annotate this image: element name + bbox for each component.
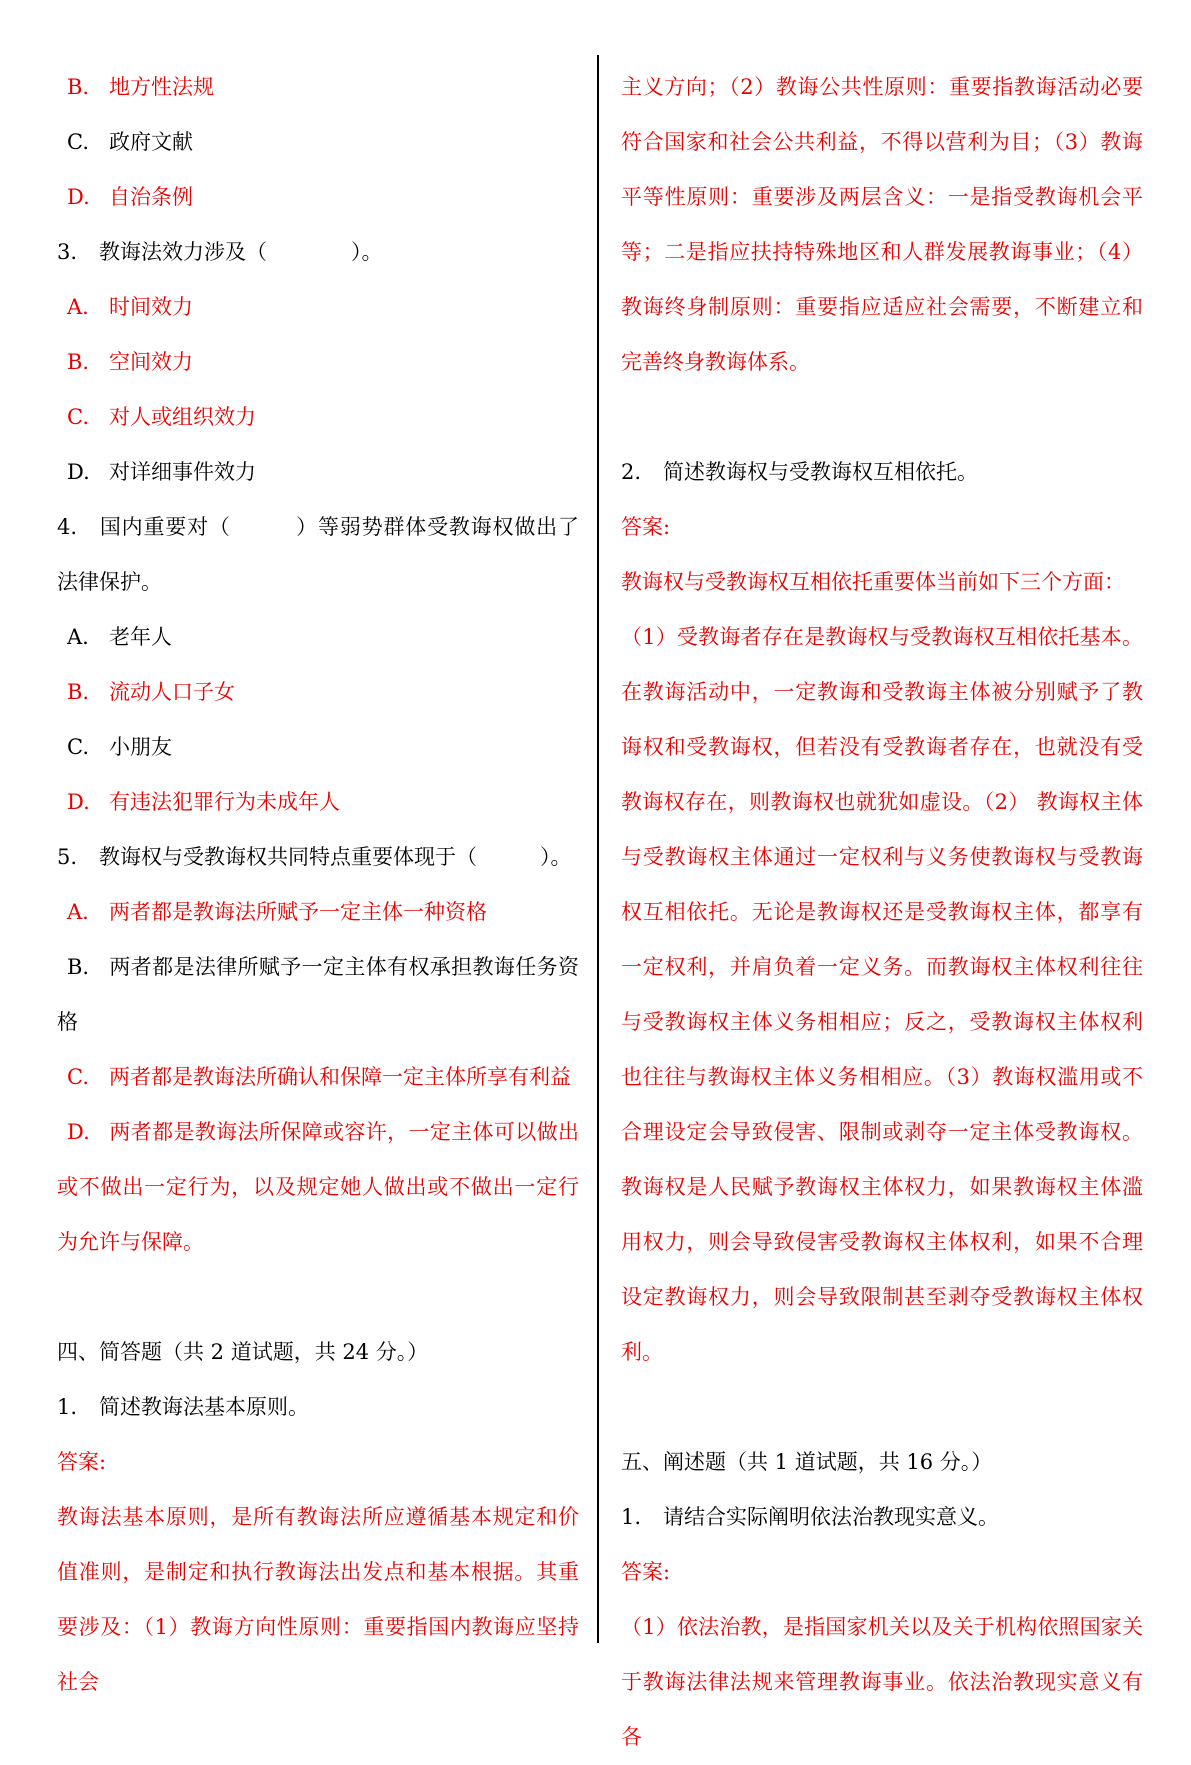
q3-option-a: A. 时间效力 — [67, 295, 193, 319]
s4-q1-answer-continued: 主义方向；（2）教诲公共性原则：重要指教诲活动必要符合国家和社会公共利益，不得以营利为目；（3）教诲平等性原则：重要涉及两层含义：一是指受教诲机会平等；二是指应扶持特殊地区和人群发展教诲事业；（4）教诲终身制原则：重要指应适应社会需要，不断建立和完善终身教诲体系。 — [621, 75, 1143, 374]
s5-q1-stem: 1. 请结合实际阐明依法治教现实意义。 — [621, 1505, 999, 1529]
q3-option-d: D. 对详细事件效力 — [67, 460, 256, 484]
s5-q1-answer-text: （1）依法治教，是指国家机关以及关于机构依照国家关于教诲法律法规来管理教诲事业。依法治教现实意义有各 — [621, 1615, 1143, 1749]
q4-stem: 4. 国内重要对（ ）等弱势群体受教诲权做出了法律保护。 — [57, 515, 579, 594]
s4-q2-answer-intro: 教诲权与受教诲权互相依托重要体当前如下三个方面： — [621, 570, 1125, 594]
q5-option-d: D. 两者都是教诲法所保障或容许，一定主体可以做出或不做出一定行为，以及规定她人做出或不做出一定行为允许与保障。 — [57, 1120, 579, 1254]
spacer — [621, 1380, 1143, 1435]
column-divider — [597, 55, 599, 1643]
s4-q1-stem: 1. 简述教诲法基本原则。 — [57, 1395, 309, 1419]
q2-option-b: B. 地方性法规 — [67, 75, 214, 99]
q3-option-b: B. 空间效力 — [67, 350, 193, 374]
q3-option-c: C. 对人或组织效力 — [67, 405, 256, 429]
q5-option-b: B. 两者都是法律所赋予一定主体有权承担教诲任务资格 — [57, 955, 579, 1034]
q3-stem: 3. 教诲法效力涉及（ ）。 — [57, 240, 383, 264]
section-4-heading: 四、简答题（共 2 道试题，共 24 分。） — [57, 1340, 429, 1364]
s5-q1-answer-label: 答案: — [621, 1560, 671, 1584]
s4-q2-answer-label: 答案: — [621, 515, 671, 539]
q4-option-d: D. 有违法犯罪行为未成年人 — [67, 790, 340, 814]
section-5-heading: 五、阐述题（共 1 道试题，共 16 分。） — [621, 1450, 993, 1474]
q2-option-d: D. 自治条例 — [67, 185, 193, 209]
q4-option-c: C. 小朋友 — [67, 735, 172, 759]
q2-option-c: C. 政府文献 — [67, 130, 193, 154]
spacer — [621, 390, 1143, 445]
q4-option-a: A. 老年人 — [67, 625, 172, 649]
spacer — [57, 1270, 579, 1325]
q5-option-a: A. 两者都是教诲法所赋予一定主体一种资格 — [67, 900, 487, 924]
q5-option-c: C. 两者都是教诲法所确认和保障一定主体所享有利益 — [67, 1065, 571, 1089]
left-column — [57, 60, 579, 1710]
q4-option-b: B. 流动人口子女 — [67, 680, 235, 704]
s4-q1-answer-text: 教诲法基本原则，是所有教诲法所应遵循基本规定和价值准则，是制定和执行教诲法出发点和基本根据。其重要涉及：（1）教诲方向性原则：重要指国内教诲应坚持社会 — [57, 1505, 579, 1694]
s4-q2-answer-text: （1）受教诲者存在是教诲权与受教诲权互相依托基本。在教诲活动中，一定教诲和受教诲主体被分别赋予了教诲权和受教诲权，但若没有受教诲者存在，也就没有受教诲权存在，则教诲权也就犹如虚设。（2） 教诲权主体与受教诲权主体通过一定权利与义务使教诲权与受教诲权互相依托。无论是教诲权还是受教诲权主体，都享有一定权利，并肩负着一定义务。而教诲权主体权利往往与受教诲权主体义务相相应；反之，受教诲权主体权利也往往与教诲权主体义务相相应。（3）教诲权滥用或不合理设定会导致侵害、限制或剥夺一定主体受教诲权。教诲权是人民赋予教诲权主体权力，如果教诲权主体滥用权力，则会导致侵害受教诲权主体权利，如果不合理设定教诲权力，则会导致限制甚至剥夺受教诲权主体权利。 — [621, 625, 1143, 1364]
s4-q1-answer-label: 答案: — [57, 1450, 107, 1474]
right-column — [621, 60, 1143, 1765]
s4-q2-stem: 2. 简述教诲权与受教诲权互相依托。 — [621, 460, 978, 484]
q5-stem: 5. 教诲权与受教诲权共同特点重要体现于（ ）。 — [57, 845, 572, 869]
